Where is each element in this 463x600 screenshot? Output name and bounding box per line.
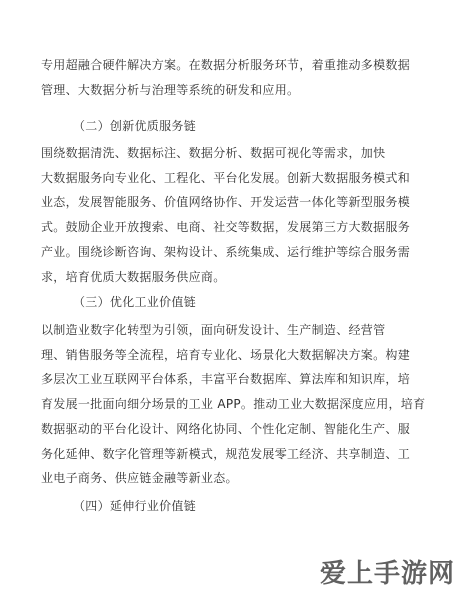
text-line: 业态，发展智能服务、价值网络协作、开发运营一体化等新型服务模 [41, 195, 411, 210]
text-line: 以制造业数字化转型为引领，面向研发设计、生产制造、经营管 [41, 323, 386, 337]
text-line: 多层次工业互联网平台体系，丰富平台数据库、算法库和知识库，培 [41, 372, 411, 387]
section-heading-3: （三）优化工业价值链 [73, 295, 197, 309]
section-3-paragraph [41, 318, 431, 491]
intro-paragraph [41, 53, 431, 102]
text-line: 求，培育优质大数据服务供应商。 [41, 269, 226, 284]
site-watermark: 爱上手游网 [319, 559, 455, 589]
text-line: 大数据服务向专业化、工程化、平台化发展。创新大数据服务模式和 [41, 170, 411, 185]
text-line: 专用超融合硬件解决方案。在数据分析服务环节，着重推动多模数据 [41, 58, 411, 72]
text-line: 围绕数据清洗、数据标注、数据分析、数据可视化等需求，加快 [41, 146, 386, 160]
text-line: 理、销售服务等全流程，培育专业化、场景化大数据解决方案。构建 [41, 347, 411, 362]
text-line: 数据驱动的平台化设计、网络化协同、个性化定制、智能化生产、服 [41, 421, 411, 436]
text-line: 式。鼓励企业开放搜索、电商、社交等数据，发展第三方大数据服务 [41, 220, 411, 235]
text-line: 产业。围绕诊断咨询、架构设计、系统集成、运行维护等综合服务需 [41, 244, 411, 259]
text-line: 管理、大数据分析与治理等系统的研发和应用。 [41, 82, 300, 97]
text-line: 业电子商务、供应链金融等新业态。 [41, 471, 238, 486]
section-2-paragraph [41, 141, 431, 289]
text-line: 育发展一批面向细分场景的工业 APP。推动工业大数据深度应用，培育 [41, 397, 426, 412]
text-line: 务化延伸、数字化管理等新模式，规范发展零工经济、共享制造、工 [41, 446, 411, 461]
section-heading-2: （二）创新优质服务链 [73, 119, 197, 133]
section-heading-4: （四）延伸行业价值链 [73, 499, 197, 513]
